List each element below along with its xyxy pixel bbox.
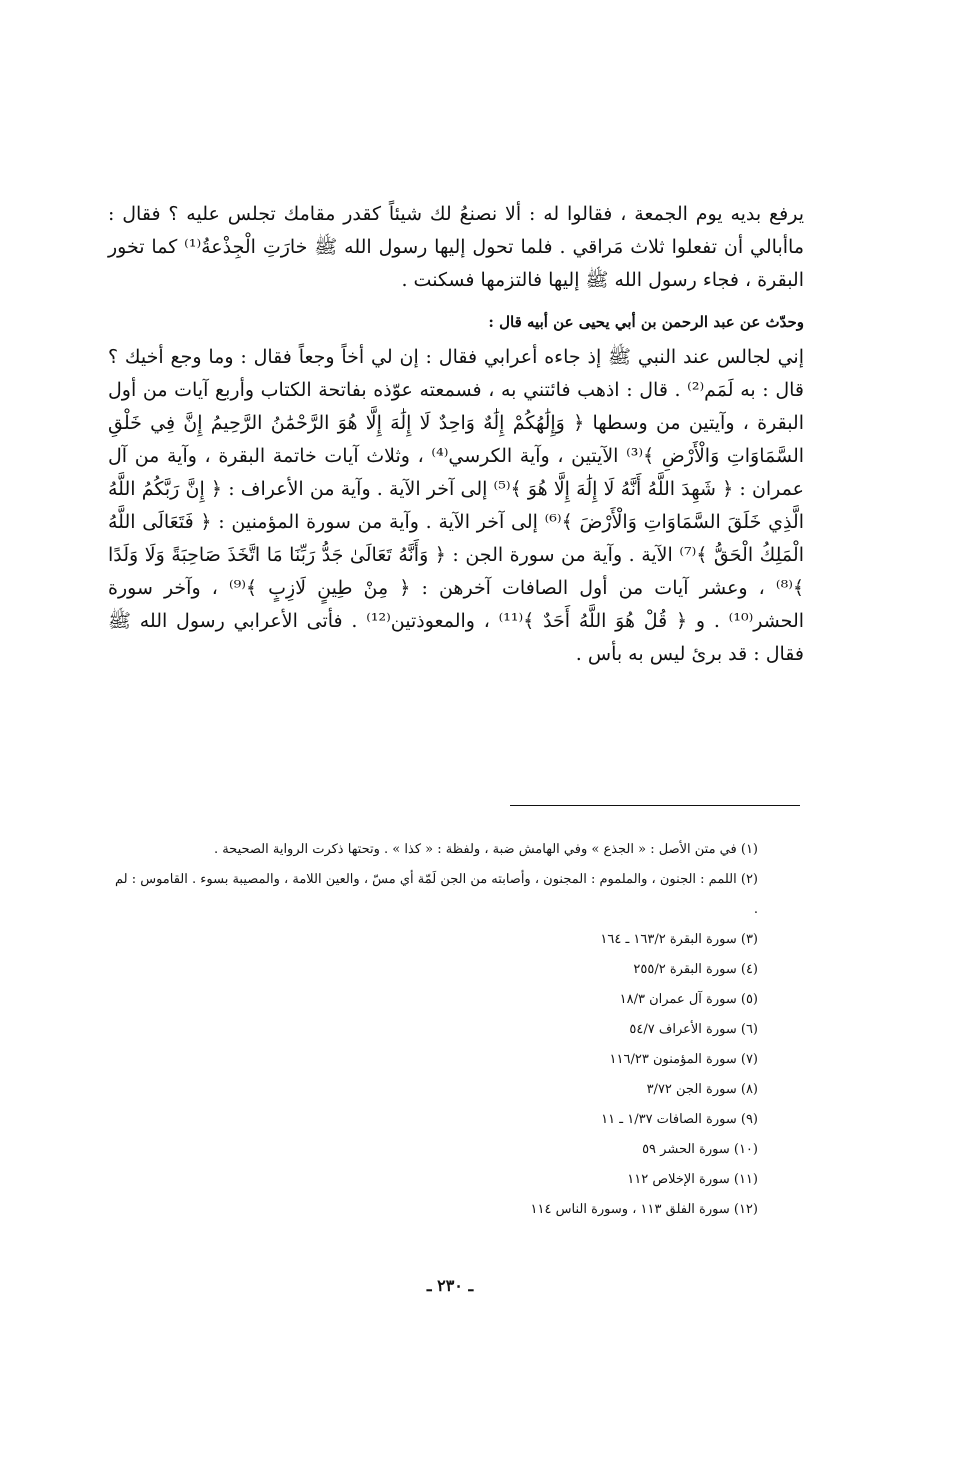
footnote-4: (٤) سورة البقرة ٢٥٥/٢	[633, 962, 758, 977]
footnote-12: (١٢) سورة الفلق ١١٣ ، وسورة الناس ١١٤	[530, 1202, 758, 1217]
footnote-divider	[510, 805, 800, 806]
footnotes	[108, 835, 758, 1225]
footnote-9: (٩) سورة الصافات ١/٣٧ ـ ١١	[601, 1112, 758, 1127]
footnote-2: (٢) اللمم : الجنون ، والملموم : المجنون ، وأصابته من الجن لَمّة أي مسّ ، والعين اللامة ، والمصيبة بسوء . القاموس : لم .	[114, 872, 758, 917]
footnote-10: (١٠) سورة الحشر ٥٩	[642, 1142, 758, 1157]
paragraph-2: إني لجالس عند النبي ﷺ إذ جاءه أعرابي فقال : إن لي أخاً وجعاً فقال : وما وجع أخيك ؟ قال : به لَمَم⁽²⁾ . قال : اذهب فائتني به ، فسمعته عوّذه بفاتحة الكتاب وأربع آيات من أول البقرة ، وآيتين من وسطها ﴿ وَإِلَٰهُكُمْ إِلَٰهٌ وَاحِدٌ لَا إِلَٰهَ إِلَّا هُوَ الرَّحْمَٰنُ الرَّحِيمُ إِنَّ فِي خَلْقِ السَّمَاوَاتِ وَالْأَرْضِ ﴾⁽³⁾ الآيتين ، وآية الكرسي⁽⁴⁾ ، وثلاث آيات خاتمة البقرة ، وآية من آل عمران : ﴿ شَهِدَ اللَّهُ أَنَّهُ لَا إِلَٰهَ إِلَّا هُوَ ﴾⁽⁵⁾ إلى آخر الآية . وآية من الأعراف : ﴿ إِنَّ رَبَّكُمُ اللَّهُ الَّذِي خَلَقَ السَّمَاوَاتِ وَالْأَرْضَ ﴾⁽⁶⁾ إلى آخر الآية . وآية من سورة المؤمنين : ﴿ فَتَعَالَى اللَّهُ الْمَلِكُ الْحَقُّ ﴾⁽⁷⁾ الآية . وآية من سورة الجن : ﴿ وَأَنَّهُ تَعَالَىٰ جَدُّ رَبِّنَا مَا اتَّخَذَ صَاحِبَةً وَلَا وَلَدًا ﴾⁽⁸⁾ ، وعشر آيات من أول الصافات آخرهن : ﴿ مِنْ طِينٍ لَازِبٍ ﴾⁽⁹⁾ ، وآخر سورة الحشر⁽¹⁰⁾ . و ﴿ قُلْ هُوَ اللَّهُ أَحَدٌ ﴾⁽¹¹⁾ ، والمعوذتين⁽¹²⁾ . فأتى الأعرابي رسول الله ﷺ فقال : قد برئ ليس به بأس .	[108, 346, 805, 665]
footnote-8: (٨) سورة الجن ٣/٧٢	[646, 1082, 758, 1097]
footnote-6: (٦) سورة الأعراف ٥٤/٧	[629, 1022, 758, 1037]
main-text	[108, 198, 804, 671]
footnote-5: (٥) سورة آل عمران ١٨/٣	[619, 992, 758, 1007]
isnad-heading: وحدّث عن عبد الرحمن بن أبي يحيى عن أبيه قال :	[488, 313, 804, 331]
footnote-11: (١١) سورة الإخلاص ١١٢	[627, 1172, 758, 1187]
footnote-3: (٣) سورة البقرة ١٦٣/٢ ـ ١٦٤	[600, 932, 758, 947]
page-number: ـ ٢٣٠ ـ	[426, 1276, 474, 1295]
footnote-1: (١) في متن الأصل : « الجذع » وفي الهامش ضبة ، ولفظة : « كذا » . وتحتها ذكرت الرواية الصحيحة .	[213, 842, 758, 857]
paragraph-1: يرفع بديه يوم الجمعة ، فقالوا له : ألا نصنعُ لك شيئاً كقدر مقامك تجلس عليه ؟ فقال : ماأبالي أن تفعلوا ثلاث مَراقي . فلما تحول إليها رسول الله ﷺ خارَتِ الْجِذْعةُ⁽¹⁾ كما تخور البقرة ، فجاء رسول الله ﷺ إليها فالتزمها فسكنت .	[108, 203, 804, 291]
footnote-7: (٧) سورة المؤمنون ١١٦/٢٣	[609, 1052, 758, 1067]
